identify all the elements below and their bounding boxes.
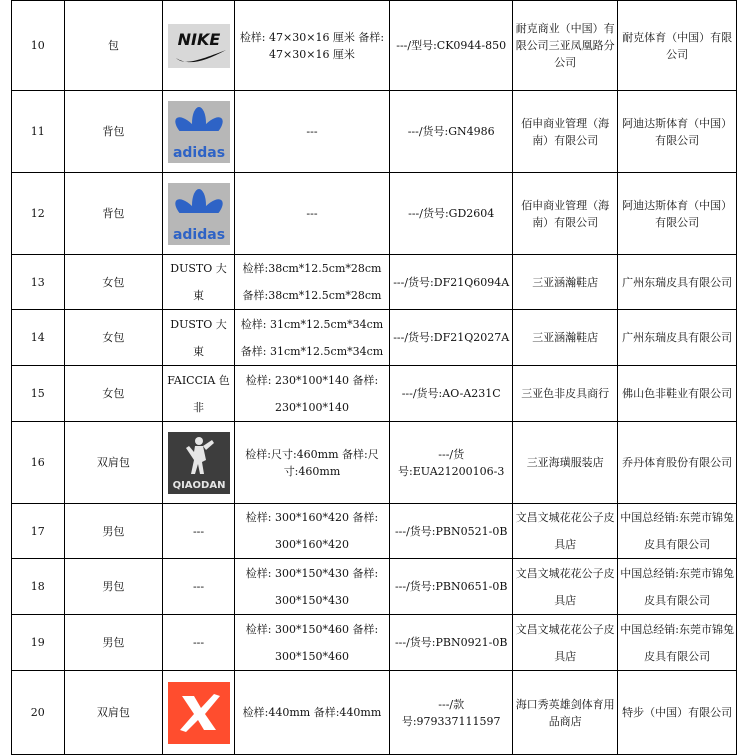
- table-row: [12, 559, 737, 615]
- row-number: 14: [12, 310, 65, 366]
- adidas-logo: [168, 183, 230, 245]
- table-row: [12, 173, 737, 255]
- row-category: 男包: [64, 559, 163, 615]
- brand-text: ---: [163, 504, 234, 559]
- seller-name: 三亚涵瀚鞋店: [513, 255, 618, 310]
- model-number: ---/货号:AO-A231C: [390, 366, 513, 422]
- maker-name: 广州东瑞皮具有限公司: [618, 310, 737, 366]
- sample-size: 检样: 47×30×16 厘米 备样: 47×30×16 厘米: [234, 1, 390, 91]
- maker-name: 特步（中国）有限公司: [618, 671, 737, 755]
- row-category: 女包: [64, 255, 163, 310]
- maker-name: 耐克体育（中国）有限公司: [618, 1, 737, 91]
- seller-name: 三亚色非皮具商行: [513, 366, 618, 422]
- row-category: 男包: [64, 504, 163, 559]
- nike-swoosh-icon: [170, 26, 228, 66]
- table-row: [12, 255, 737, 310]
- table-row: [12, 310, 737, 366]
- row-number: 20: [12, 671, 65, 755]
- model-number: ---/货号:EUA21200106-3: [390, 422, 513, 504]
- row-number: 15: [12, 366, 65, 422]
- brand-cell: [163, 671, 234, 755]
- row-category: 包: [64, 1, 163, 91]
- nike-logo: [168, 24, 230, 68]
- seller-name: 三亚海璜服装店: [513, 422, 618, 504]
- adidas-wordmark: adidas: [172, 144, 225, 161]
- model-number: ---/货号:DF21Q2027A: [390, 310, 513, 366]
- row-category: 女包: [64, 310, 163, 366]
- qiaodan-player-icon: [168, 432, 230, 494]
- model-number: ---/货号:PBN0651-0B: [390, 559, 513, 615]
- xtep-logo: [168, 682, 230, 744]
- table-row: [12, 615, 737, 671]
- sample-size: 检样: 300*160*420 备样: 300*160*420: [234, 504, 390, 559]
- seller-name: 耐克商业（中国）有限公司三亚凤凰路分公司: [513, 1, 618, 91]
- model-number: ---/货号:DF21Q6094A: [390, 255, 513, 310]
- sample-size: 检样: 31cm*12.5cm*34cm 备样: 31cm*12.5cm*34cm: [234, 310, 390, 366]
- row-category: 背包: [64, 91, 163, 173]
- table-row: [12, 671, 737, 755]
- table-row: [12, 366, 737, 422]
- seller-name: 海口秀英雄剑体育用品商店: [513, 671, 618, 755]
- row-number: 16: [12, 422, 65, 504]
- sample-size: 检样: 300*150*430 备样: 300*150*430: [234, 559, 390, 615]
- seller-name: 佰申商业管理（海南）有限公司: [513, 173, 618, 255]
- sample-size: 检样:尺寸:460mm 备样:尺寸:460mm: [234, 422, 390, 504]
- seller-name: 文昌文城花花公子皮具店: [513, 559, 618, 615]
- model-number: ---/货号:PBN0521-0B: [390, 504, 513, 559]
- maker-name: 中国总经销:东莞市锦兔皮具有限公司: [618, 559, 737, 615]
- row-number: 13: [12, 255, 65, 310]
- maker-name: 广州东瑞皮具有限公司: [618, 255, 737, 310]
- row-category: 女包: [64, 366, 163, 422]
- maker-name: 阿迪达斯体育（中国）有限公司: [618, 173, 737, 255]
- product-table: [11, 0, 737, 755]
- table-row: [12, 422, 737, 504]
- seller-name: 三亚涵瀚鞋店: [513, 310, 618, 366]
- brand-text: ---: [163, 559, 234, 615]
- brand-text: DUSTO 大東: [163, 310, 234, 366]
- adidas-logo: [168, 101, 230, 163]
- qiaodan-logo: [168, 432, 230, 494]
- seller-name: 文昌文城花花公子皮具店: [513, 504, 618, 559]
- nike-wordmark: NIKE: [177, 29, 220, 49]
- brand-text: DUSTO 大東: [163, 255, 234, 310]
- sample-size: ---: [234, 91, 390, 173]
- sample-size: ---: [234, 173, 390, 255]
- xtep-x-icon: [168, 682, 230, 744]
- brand-text: ---: [163, 615, 234, 671]
- model-number: ---/货号:GD2604: [390, 173, 513, 255]
- brand-cell: [163, 422, 234, 504]
- brand-cell: [163, 91, 234, 173]
- model-number: ---/货号:GN4986: [390, 91, 513, 173]
- sample-size: 检样:440mm 备样:440mm: [234, 671, 390, 755]
- row-category: 男包: [64, 615, 163, 671]
- table-row: [12, 1, 737, 91]
- row-number: 10: [12, 1, 65, 91]
- model-number: ---/款号:979337111597: [390, 671, 513, 755]
- adidas-trefoil-icon: [168, 183, 230, 245]
- seller-name: 文昌文城花花公子皮具店: [513, 615, 618, 671]
- sample-size: 检样: 300*150*460 备样: 300*150*460: [234, 615, 390, 671]
- row-number: 19: [12, 615, 65, 671]
- row-number: 11: [12, 91, 65, 173]
- row-category: 双肩包: [64, 422, 163, 504]
- qiaodan-wordmark: QIAODAN: [172, 479, 225, 491]
- row-number: 12: [12, 173, 65, 255]
- maker-name: 中国总经销:东莞市锦兔皮具有限公司: [618, 504, 737, 559]
- maker-name: 乔丹体育股份有限公司: [618, 422, 737, 504]
- row-number: 17: [12, 504, 65, 559]
- model-number: ---/型号:CK0944-850: [390, 1, 513, 91]
- brand-cell: [163, 1, 234, 91]
- brand-text: FAICCIA 色非: [163, 366, 234, 422]
- adidas-wordmark: adidas: [172, 226, 225, 243]
- maker-name: 阿迪达斯体育（中国）有限公司: [618, 91, 737, 173]
- row-category: 背包: [64, 173, 163, 255]
- sample-size: 检样: 230*100*140 备样: 230*100*140: [234, 366, 390, 422]
- seller-name: 佰申商业管理（海南）有限公司: [513, 91, 618, 173]
- row-category: 双肩包: [64, 671, 163, 755]
- model-number: ---/货号:PBN0921-0B: [390, 615, 513, 671]
- table-row: [12, 91, 737, 173]
- maker-name: 中国总经销:东莞市锦兔皮具有限公司: [618, 615, 737, 671]
- table-row: [12, 504, 737, 559]
- row-number: 18: [12, 559, 65, 615]
- maker-name: 佛山色非鞋业有限公司: [618, 366, 737, 422]
- brand-cell: [163, 173, 234, 255]
- adidas-trefoil-icon: [168, 101, 230, 163]
- sample-size: 检样:38cm*12.5cm*28cm 备样:38cm*12.5cm*28cm: [234, 255, 390, 310]
